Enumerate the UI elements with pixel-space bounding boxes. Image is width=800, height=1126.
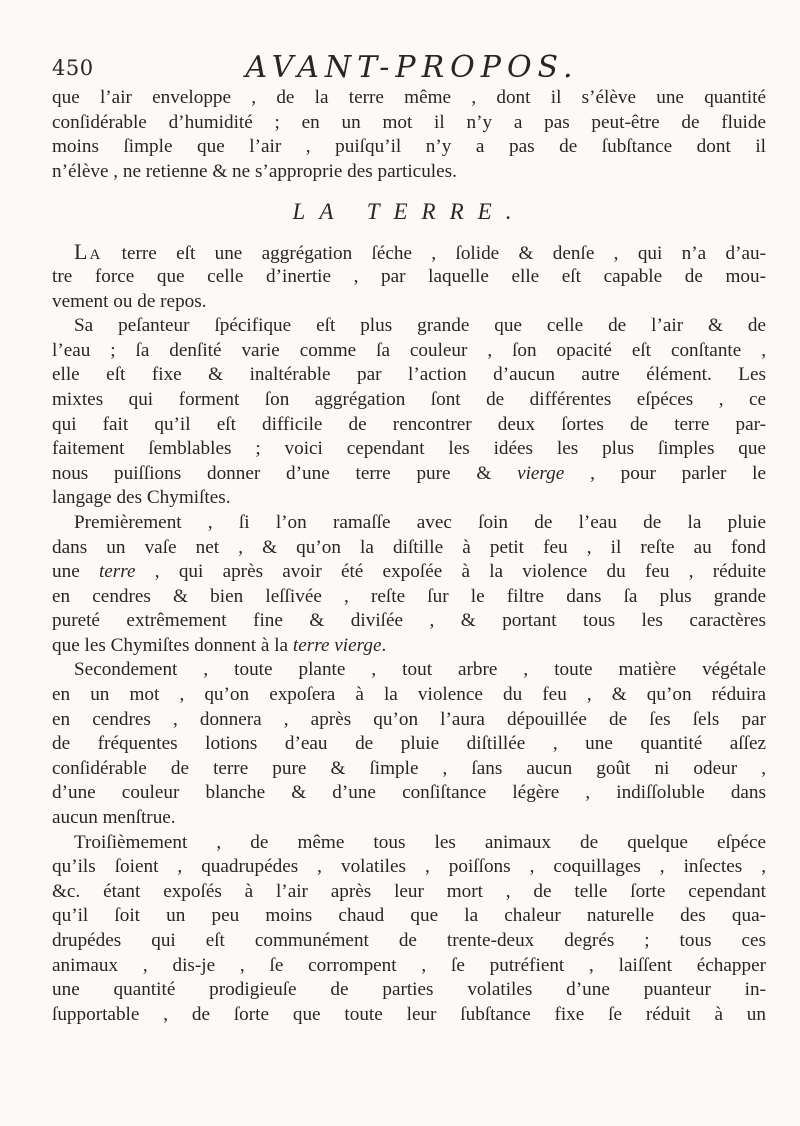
text-line: drupédes qui eſt communément de trente-deux degrés ; tous ces	[52, 930, 766, 951]
text-line: une quantité prodigieuſe de parties volatiles d’une puanteur in-	[52, 979, 766, 1001]
italic-term: vierge	[517, 462, 565, 484]
italic-term: terre vierge	[292, 634, 382, 656]
text-line: n’élève , ne retienne & ne s’approprie des particules.	[52, 160, 457, 182]
text-line: aucun menſtrue.	[52, 807, 176, 829]
text-line: dans un vaſe net , & qu’on la diſtille à petit feu , il reſte au fond	[52, 536, 766, 558]
text-line	[52, 462, 766, 487]
text-line: de fréquentes lotions d’eau de pluie diſtillée , une quantité aſſez	[52, 733, 766, 755]
text-line: ſupportable , de ſorte que toute leur ſubſtance fixe ſe réduit à un	[52, 1003, 766, 1025]
text-line: animaux , dis-je , ſe corrompent , ſe putréfient , laiſſent échapper	[52, 954, 766, 976]
text-line: conſidérable d’humidité ; en un mot il n’y a pas peut-être de fluide	[52, 111, 766, 133]
text-segment: , qui après avoir été expoſée à la violence du feu , réduite	[135, 561, 766, 583]
text-line: elle eſt fixe & inaltérable par l’action d’aucun autre élément. Les	[52, 364, 766, 386]
text-line	[52, 634, 766, 659]
text-line: mixtes qui forment ſon aggrégation ſont de différentes eſpéces , ce	[52, 388, 766, 410]
text-line: tre force que celle d’inertie , par laquelle elle eſt capable de mou-	[52, 265, 766, 287]
text-line: Secondement , toute plante , tout arbre , toute matière végétale	[74, 659, 766, 681]
text-line: qu’il ſoit un peu moins chaud que la chaleur naturelle des qua-	[52, 905, 766, 927]
text-line: d’une couleur blanche & d’une conſiſtance légère , indiſſoluble dans	[52, 782, 766, 804]
text-segment: .	[381, 634, 387, 656]
text-segment: nous puiſſions donner d’une terre pure &	[52, 462, 518, 484]
text-segment: terre eſt une aggrégation ſéche , ſolide & denſe , qui n’a d’au-	[102, 243, 766, 265]
text-segment: que les Chymiſtes donnent à la	[52, 634, 293, 656]
text-line	[52, 240, 766, 265]
section-title: LA TERRE.	[292, 199, 526, 225]
page-number: 450	[52, 56, 94, 80]
text-line: en cendres & bien leſſivée , reſte ſur le filtre dans ſa plus grande	[52, 585, 766, 607]
text-line: Troiſièmement , de même tous les animaux de quelque eſpéce	[74, 831, 766, 853]
italic-term: terre	[98, 561, 136, 583]
text-line: moins ſimple que l’air , puiſqu’il n’y a pas de ſubſtance dont il	[52, 136, 766, 158]
text-line: en un mot , qu’on expoſera à la violence du feu , & qu’on réduira	[52, 684, 766, 706]
running-head: AVANT-PROPOS.	[245, 50, 579, 85]
text-segment: , pour parler le	[564, 462, 766, 484]
text-line: conſidérable de terre pure & ſimple , ſans aucun goût ni odeur ,	[52, 757, 766, 779]
text-line	[52, 560, 766, 585]
text-line: Premièrement , ſi l’on ramaſſe avec ſoin de l’eau de la pluie	[74, 511, 766, 533]
text-line: Sa peſanteur ſpécifique eſt plus grande que celle de l’air & de	[74, 315, 766, 337]
body-text	[52, 86, 766, 1027]
text-line: qui fait qu’il eſt difficile de rencontrer deux ſortes de terre par-	[52, 413, 766, 435]
text-segment: une	[52, 561, 99, 583]
text-line: faitement ſemblables ; voici cependant les idées les plus ſimples que	[52, 438, 766, 460]
text-line: que l’air enveloppe , de la terre même , dont il s’élève une quantité	[52, 87, 766, 108]
text-line: vement ou de repos.	[52, 290, 207, 312]
text-line: en cendres , donnera , après qu’on l’aura dépouillée de ſes ſels par	[52, 708, 766, 730]
text-line: &c. étant expoſés à l’air après leur mort , de telle ſorte cependant	[52, 880, 766, 902]
text-line: qu’ils ſoient , quadrupédes , volatiles , poiſſons , coquillages , inſectes ,	[52, 856, 766, 878]
text-line: pureté extrêmement fine & diviſée , & portant tous les caractères	[52, 610, 766, 632]
dropcap: La	[74, 239, 103, 265]
text-line: l’eau ; ſa denſité varie comme ſa couleur , ſon opacité eſt conſtante ,	[52, 339, 766, 361]
page-header	[52, 50, 752, 90]
text-line: langage des Chymiſtes.	[52, 487, 231, 509]
